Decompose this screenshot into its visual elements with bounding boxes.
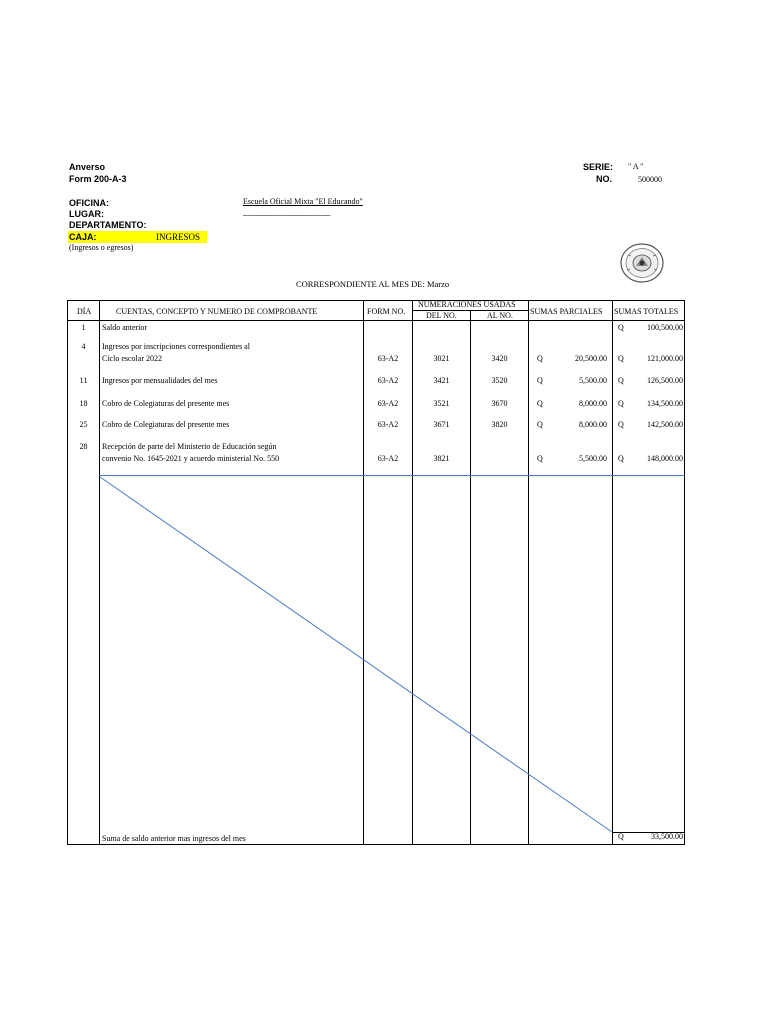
row-concept: Ingresos por inscripciones correspondientes al (102, 342, 250, 351)
lugar-label: LUGAR: (69, 209, 104, 219)
oficina-value: Escuela Oficial Mixta "El Educando" (243, 197, 363, 206)
header-del: DEL NO. (426, 311, 457, 320)
departamento-label: DEPARTAMENTO: (69, 220, 147, 230)
header-cuentas: CUENTAS, CONCEPTO Y NUMERO DE COMPROBANTE (116, 307, 318, 316)
row-parcial: 8,000.00 (579, 399, 607, 408)
row-del: 3421 (433, 376, 450, 385)
no-value: 500000 (638, 175, 662, 184)
row-parcial-q: Q (537, 420, 543, 429)
anverso-label: Anverso (69, 162, 106, 172)
row-form: 63-A2 (377, 454, 399, 463)
row-dia: 4 (81, 342, 86, 351)
row-form: 63-A2 (377, 420, 399, 429)
row-parcial: 5,500.00 (579, 454, 607, 463)
row-total-q: Q (618, 420, 624, 429)
header-numeraciones: NUMERACIONES USADAS (418, 300, 516, 309)
row-al: 3670 (491, 399, 508, 408)
row-al: 3520 (491, 376, 508, 385)
row-parcial: 8,000.00 (579, 420, 607, 429)
row-concept-line2: Ciclo escolar 2022 (102, 354, 162, 363)
row-del: 3821 (433, 454, 450, 463)
row-total: 100,500.00 (647, 323, 683, 332)
row-parcial-q: Q (537, 376, 543, 385)
row-form: 63-A2 (377, 399, 399, 408)
footer-label: Suma de saldo anterior mas ingresos del mes (102, 834, 246, 843)
row-form: 63-A2 (377, 354, 399, 363)
header-dia: DÍA (77, 307, 92, 316)
footer-total: 33,500.00 (651, 832, 683, 841)
row-parcial-q: Q (537, 354, 543, 363)
row-total-q: Q (618, 354, 624, 363)
row-parcial-q: Q (537, 399, 543, 408)
row-del: 3521 (433, 399, 450, 408)
row-parcial-q: Q (537, 454, 543, 463)
oficina-label: OFICINA: (69, 198, 109, 208)
row-parcial: 20,500.00 (575, 354, 607, 363)
row-total: 134,500.00 (647, 399, 683, 408)
caja-value: INGRESOS (156, 232, 201, 242)
row-del: 3021 (433, 354, 450, 363)
row-total-q: Q (618, 399, 624, 408)
row-total-q: Q (618, 454, 624, 463)
row-concept: Saldo anterior (102, 323, 148, 332)
header-form: FORM NO. (367, 307, 406, 316)
header-parciales: SUMAS PARCIALES (530, 307, 603, 316)
row-concept: Recepción de parte del Ministerio de Educación según (102, 442, 277, 451)
row-total-q: Q (618, 376, 624, 385)
serie-label: SERIE: (583, 162, 614, 172)
row-al: 3820 (491, 420, 508, 429)
row-dia: 11 (79, 376, 88, 385)
row-parcial: 5,500.00 (579, 376, 607, 385)
header-al: AL NO. (487, 311, 513, 320)
cancel-line-diagonal (100, 477, 612, 832)
row-dia: 18 (79, 399, 88, 408)
row-dia: 25 (79, 420, 88, 429)
row-del: 3671 (433, 420, 450, 429)
period-title: CORRESPONDIENTE AL MES DE: Marzo (296, 279, 450, 289)
row-concept: Cobro de Colegiaturas del presente mes (102, 420, 230, 429)
serie-value: " A " (628, 162, 644, 171)
footer-total-q: Q (618, 832, 624, 841)
row-total: 121,000.00 (647, 354, 683, 363)
row-concept: Cobro de Colegiaturas del presente mes (102, 399, 230, 408)
row-total: 142,500.00 (647, 420, 683, 429)
caja-label: CAJA: (69, 232, 97, 242)
row-form: 63-A2 (377, 376, 399, 385)
row-concept: Ingresos por mensualidades del mes (102, 376, 218, 385)
row-al: 3420 (491, 354, 508, 363)
row-dia: 1 (81, 323, 86, 332)
lugar-value: ------------------------------------------- (243, 211, 331, 219)
row-dia: 28 (79, 442, 88, 451)
row-concept-line2: convenio No. 1645-2021 y acuerdo ministerial No. 550 (102, 454, 280, 463)
no-label: NO. (596, 174, 613, 184)
row-total: 126,500.00 (647, 376, 683, 385)
caja-note: (Ingresos o egresos) (69, 243, 134, 252)
row-total-q: Q (618, 323, 624, 332)
row-total: 148,000.00 (647, 454, 683, 463)
form-code: Form 200-A-3 (69, 174, 127, 184)
header-totales: SUMAS TOTALES (614, 307, 679, 316)
